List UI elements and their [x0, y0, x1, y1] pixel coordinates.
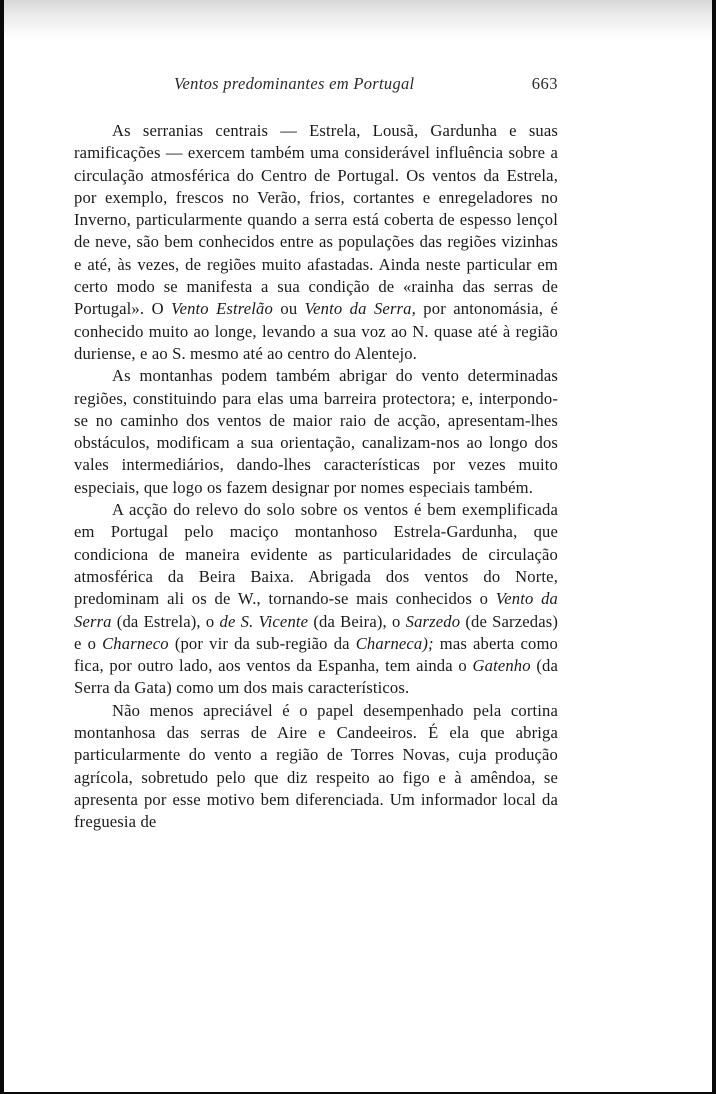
italic-term: Vento Estrelão: [171, 299, 273, 319]
text-run: mas aberta como fica, por outro lado, aos ventos da Espanha, tem ainda o: [74, 633, 558, 676]
text-run: (da Beira), o: [308, 611, 406, 631]
text-run: As montanhas podem também abrigar do vento determinadas regiões, constituindo para elas uma barreira protectora; e, interpondo-se no caminho dos ventos de maior raio de acção, apresentam-lhes obstáculos, modificam a sua orientação, canalizam-nos ao longo dos vales intermediários, dando-lhes características por vezes muito especiais, que logo os fazem designar por nomes especiais também.: [74, 366, 558, 497]
italic-term: Charneca);: [355, 633, 434, 653]
page-number: 663: [531, 74, 558, 93]
running-head: [74, 74, 558, 96]
text-run: ou: [272, 299, 305, 319]
running-title: Ventos predominantes em Portugal: [174, 74, 415, 93]
text-run: (por vir da sub-região da: [168, 633, 356, 653]
body-text: [74, 120, 558, 834]
text-run: As serranias centrais — Estrela, Lousã, Gardunha e suas ramificações — exercem também uma considerável influência sobre a circulação atmosférica do Centro de Portugal. Os ventos da Estrela, por exemplo, frescos no Verão, frios, cortantes e enregeladores no Inverno, particularmente quando a serra está coberta de espesso lençol de neve, são bem conhecidos entre as populações das regiões vizinhas e até, às vezes, de regiões muito afastadas. Ainda neste particular em certo modo se manifesta a sua condição de «rainha das serras de Portugal». O: [74, 121, 558, 319]
paragraph-2: [74, 365, 558, 499]
italic-term: Sarzedo: [405, 611, 461, 631]
italic-term: Gatenho: [472, 656, 531, 676]
italic-term: Vento da Serra: [74, 589, 559, 631]
text-run: por antonomásia, é conhecido muito ao longe, levando a sua voz ao N. quase até à região duriense, e ao S. mesmo até ao centro do Alentejo.: [74, 299, 559, 363]
text-run: (da Serra da Gata) como um dos mais característicos.: [74, 656, 558, 698]
paragraph-4: [74, 700, 558, 834]
italic-term: Charneco: [102, 633, 169, 653]
scan-top-shadow: [0, 0, 716, 40]
text-run: (da Estrela), o: [111, 611, 220, 631]
text-run: A acção do relevo do solo sobre os ventos é bem exemplificada em Portugal pelo maciço montanhoso Estrela-Gardunha, que condiciona de maneira evidente as particularidades de circulação atmosférica da Beira Baixa. Abrigada dos ventos do Norte, predominam ali os de W., tornando-se mais conhecidos o: [74, 500, 558, 609]
italic-term: Vento da Serra,: [304, 299, 416, 319]
text-run: (de Sarzedas) e o: [74, 611, 559, 653]
text-run: Não menos apreciável é o papel desempenhado pela cortina montanhosa das serras de Aire e Candeeiros. É ela que abriga particularmente do vento a região de Torres Novas, cuja produção agrícola, sobretudo pelo que diz respeito ao figo e à amêndoa, se apresenta por esse motivo bem diferenciada. Um informador local da freguesia de: [74, 700, 558, 832]
paragraph-3: [74, 499, 558, 700]
italic-term: de S. Vicente: [219, 611, 309, 631]
paragraph-1: [74, 120, 558, 365]
